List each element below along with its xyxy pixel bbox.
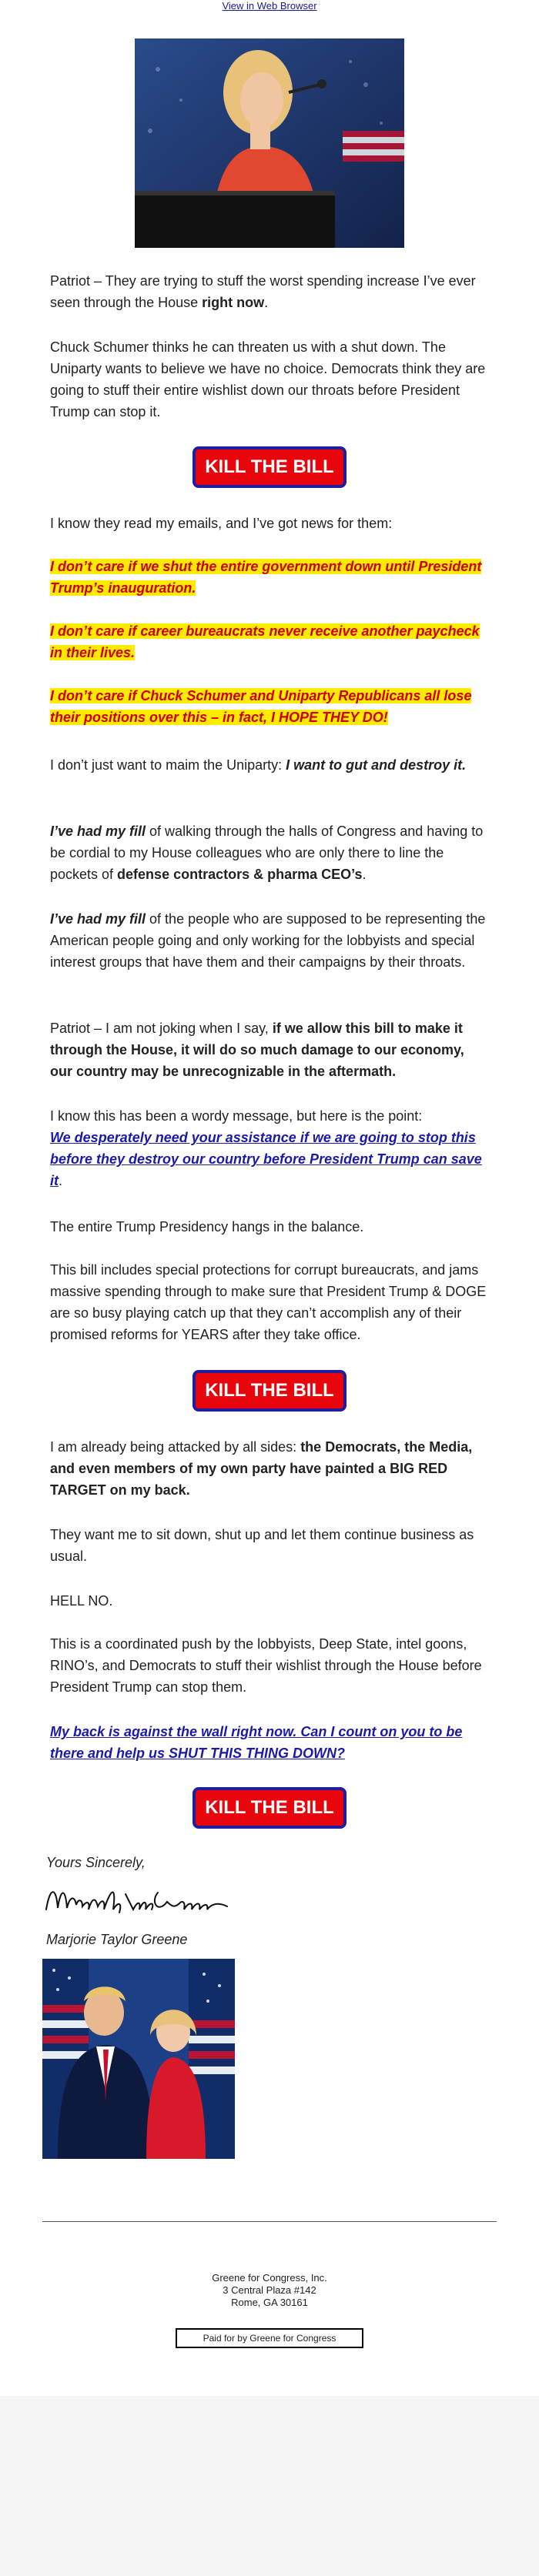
paragraph-sit-down: They want me to sit down, shut up and let them continue business as usual. [50,1527,474,1564]
highlight-schumer: I don’t care if Chuck Schumer and Uniparty Republicans all lose their positions over this – in fact, I HOPE THEY DO! [50,688,472,725]
signer-name: Marjorie Taylor Greene [46,1932,188,1947]
paragraph-hell-no: HELL NO. [50,1593,113,1609]
kill-the-bill-button[interactable]: KILL THE BILL [192,446,346,488]
paragraph-back-against-wall [50,1721,489,1764]
paragraph-presidency: The entire Trump Presidency hangs in the balance. [50,1219,364,1235]
paragraph-schumer: Chuck Schumer thinks he can threaten us with a shut down. The Uniparty wants to believe we have no choice. Democrats think they are going to stuff their entire wishlist down our throats before President Trump can stop it. [50,339,486,419]
footer-org: Greene for Congress, Inc. [212,2272,327,2284]
paragraph-attacked: I am already being attacked by all sides: the Democrats, the Media, and even members of my own party have painted a BIG RED TARGET on my back. [50,1439,473,1498]
closing-text: Yours Sincerely, [46,1855,146,1870]
highlight-shutdown: I don’t care if we shut the entire government down until President Trump’s inauguration. [50,559,482,596]
paragraph-not-joking: Patriot – I am not joking when I say, if we allow this bill to make it through the House, it will do so much damage to our economy, our country may be unrecognizable in the aftermath. [50,1021,464,1079]
highlight-bureaucrats: I don’t care if career bureaucrats never receive another paycheck in their lives. [50,623,480,660]
photo-with-trump [42,1959,235,2159]
trump-and-greene-photo-image [42,1959,235,2159]
footer-city: Rome, GA 30161 [231,2297,308,2308]
paid-for-disclaimer: Paid for by Greene for Congress [176,2328,363,2348]
kill-the-bill-button-3[interactable]: KILL THE BILL [192,1787,346,1829]
paragraph-point: I know this has been a wordy message, but here is the point: We desperately need your assistance if we are going to stop this before they destroy our country before President Trump can save it. [50,1108,482,1188]
paragraph-intro: Patriot – They are trying to stuff the worst spending increase I’ve ever seen through the House right now. [50,273,476,310]
handwritten-signature [42,1879,235,1925]
paragraph-bill-details: This bill includes special protections for corrupt bureaucrats, and jams massive spending through to make sure that President Trump & DOGE are so busy playing catch up that they can’t accomplish any of their promised reforms for YEARS after they take office. [50,1262,487,1342]
assistance-link[interactable]: We desperately need your assistance if we are going to stop this before they destroy our country before President Trump can save it [50,1130,482,1188]
footer-divider [42,2221,497,2222]
paragraph-fill-congress: I’ve had my fill of walking through the halls of Congress and having to be cordial to my House colleagues who are only there to line the pockets of defense contractors & pharma CEO’s. [50,824,484,882]
paragraph-fill-lobbyists: I’ve had my fill of the people who are supposed to be representing the American people going and only working for the lobbyists and special interest groups that have them and their campaigns by their throats. [50,911,486,970]
footer-street: 3 Central Plaza #142 [223,2284,316,2296]
paragraph-uniparty: I don’t just want to maim the Uniparty: I want to gut and destroy it. [50,757,467,773]
hero-photo [135,38,404,248]
speaker-at-podium-image [135,38,404,248]
paragraph-coordinated-push: This is a coordinated push by the lobbyists, Deep State, intel goons, RINO’s, and Democrats to stuff their wishlist through the House before President Trump can stop them. [50,1636,482,1695]
view-in-browser-link[interactable]: View in Web Browser [222,0,317,12]
paragraph-news: I know they read my emails, and I’ve got news for them: [50,516,393,531]
shut-it-down-link[interactable]: My back is against the wall right now. Can I count on you to be there and help us SHUT THIS THING DOWN? [50,1724,463,1761]
kill-the-bill-button-2[interactable]: KILL THE BILL [192,1370,346,1412]
